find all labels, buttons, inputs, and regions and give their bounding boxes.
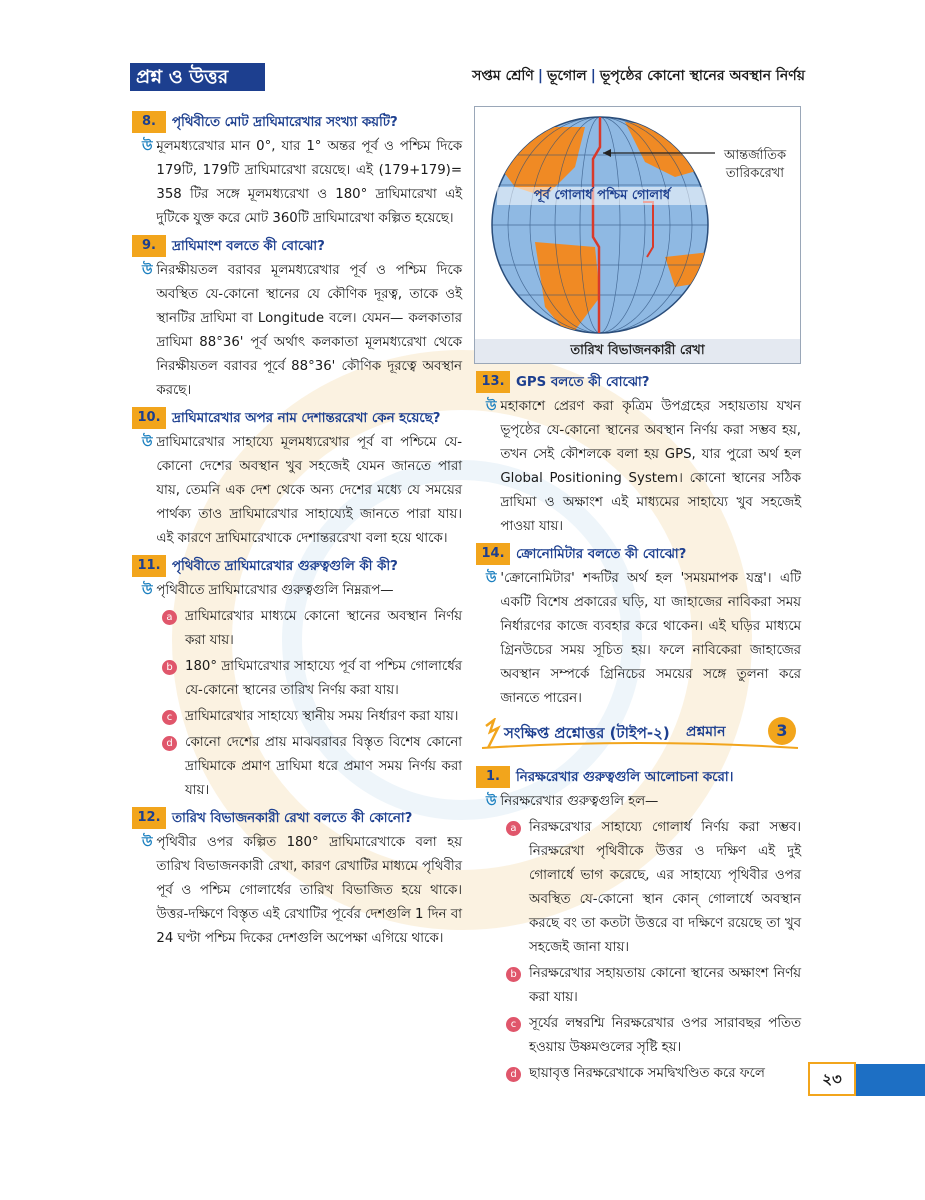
question-text: দ্রাঘিমাংশ বলতে কী বোঝো? xyxy=(172,239,325,254)
point-text: 180° দ্রাঘিমারেখার সাহায্যে পূর্ব বা পশ্চিম গোলার্ধের যে-কোনো স্থানের তারিখ নির্ণয় করা যায়। xyxy=(185,659,462,698)
right-column xyxy=(476,367,801,711)
qa-block xyxy=(132,807,462,951)
marks-label: প্রশ্নমান xyxy=(686,724,726,740)
question xyxy=(476,543,801,567)
running-header xyxy=(472,64,805,88)
answer-text: নিরক্ষীয়তল বরাবর মূলমধ্যরেখার পূর্ব ও পশ্চিম দিকে অবস্থিত যে-কোনো স্থানের যে কৌণিক দূরত্ব, তাকে ওই স্থানটির দ্রাঘিমা বা Longitude বলে। যেমন— কলকাতার দ্রাঘিমা 88°36' পূর্ব অর্থাৎ কলকাতা মূলমধ্যরেখা থেকে নিরক্ষীয়তল বরাবর পূর্বে 88°36' কৌণিক দূরত্বে অবস্থান করছে। xyxy=(156,263,462,398)
question xyxy=(132,555,462,579)
globe-illustration xyxy=(475,107,800,339)
answer-icon: উ xyxy=(486,794,497,809)
figure-caption: তারিখ বিভাজনকারী রেখা xyxy=(475,339,800,363)
question-number: 9. xyxy=(132,235,166,257)
section-badge: প্রশ্ন ও উত্তর xyxy=(130,63,265,91)
answer-icon: উ xyxy=(142,583,153,598)
question-number: 8. xyxy=(132,111,166,133)
qa-block xyxy=(132,555,462,803)
question-number: 12. xyxy=(132,807,166,829)
bullet-badge: d xyxy=(162,736,177,751)
section-content xyxy=(476,762,801,1086)
hemisphere-label: পূর্ব গোলার্ধ পশ্চিম গোলার্ধ xyxy=(497,187,707,205)
chapter-label: ভূপৃষ্ঠের কোনো স্থানের অবস্থান নির্ণয় xyxy=(599,68,805,84)
question xyxy=(132,807,462,831)
answer-icon: উ xyxy=(486,571,497,586)
question-text: দ্রাঘিমারেখার অপর নাম দেশান্তররেখা কেন হয়েছে? xyxy=(172,411,441,426)
section-title: সংক্ষিপ্ত প্রশ্নোত্তর (টাইপ-২) xyxy=(504,724,670,742)
list-item xyxy=(506,962,801,1010)
question-number: 10. xyxy=(132,407,166,429)
bullet-badge: d xyxy=(506,1067,521,1082)
answer xyxy=(132,431,462,551)
answer xyxy=(132,259,462,403)
question-number: 11. xyxy=(132,555,166,577)
list-item xyxy=(162,705,462,729)
question-number: 14. xyxy=(476,543,510,565)
globe-figure xyxy=(474,106,801,364)
answer-text: 'ক্রোনোমিটার' শব্দটির অর্থ হল 'সময়মাপক যন্ত্র'। এটি একটি বিশেষ প্রকারের ঘড়ি, যা জাহাজের নাবিকরা সময় নির্ধারণের কাজে ব্যবহার করে থাকেন। এই ঘড়ির মাধ্যমে গ্রিনউচের সময় সূচিত হয়। ফলে নাবিকেরা জাহাজের অবস্থান সম্পর্কে গ্রিনিচের সময়ের সঙ্গে তুলনা করে জানতে পারেন। xyxy=(500,571,801,706)
list-item xyxy=(162,605,462,653)
marks-badge: 3 xyxy=(768,717,796,745)
question-text: নিরক্ষরেখার গুরুত্বগুলি আলোচনা করো। xyxy=(516,770,734,785)
answer-icon: উ xyxy=(142,435,153,450)
pen-icon xyxy=(486,720,498,748)
answer-text: নিরক্ষরেখার গুরুত্বগুলি হল— xyxy=(500,794,659,809)
class-label: সপ্তম শ্রেণি xyxy=(472,68,534,84)
question xyxy=(132,235,462,259)
list-item xyxy=(162,731,462,803)
page-strip xyxy=(852,1064,925,1096)
answer xyxy=(476,790,801,814)
bullet-badge: b xyxy=(506,967,521,982)
question xyxy=(132,111,462,135)
answer-icon: উ xyxy=(486,399,497,414)
list-item xyxy=(506,816,801,960)
answer-text: পৃথিবীর ওপর কল্পিত 180° দ্রাঘিমারেখাকে বলা হয় তারিখ বিভাজনকারী রেখা, কারণ রেখাটির মাধ্যমে পৃথিবীর পূর্ব ও পশ্চিম গোলার্ধের তারিখ বিভাজিত হয়ে থাকে। উত্তর-দক্ষিণে বিস্তৃত এই রেখাটির পূর্বের দেশগুলি 1 দিন বা 24 ঘণ্টা পশ্চিম দিকের দেশগুলি অপেক্ষা এগিয়ে থাকে। xyxy=(156,835,462,946)
list-item xyxy=(506,1012,801,1060)
point-text: দ্রাঘিমারেখার সাহায্যে স্থানীয় সময় নির্ধারণ করা যায়। xyxy=(185,709,459,724)
answer xyxy=(132,579,462,603)
list-item xyxy=(506,1062,801,1086)
answer-icon: উ xyxy=(142,263,153,278)
answer-text: দ্রাঘিমারেখার সাহায্যে মূলমধ্যরেখার পূর্ব বা পশ্চিমে যে-কোনো দেশের অবস্থান খুব সহজেই যেমন জানতে পারা যায়, তেমনি এক দেশ থেকে অন্য দেশের মধ্যে যে সময়ের পার্থক্য তাও দ্রাঘিমারেখার সাহায্যেই জানতে পারা যায়। এই কারণে দ্রাঘিমারেখাকে দেশান্তররেখা বলা হয়ে থাকে। xyxy=(156,435,462,546)
left-column xyxy=(132,107,462,951)
qa-block xyxy=(132,111,462,231)
point-text: কোনো দেশের প্রায় মাঝবরাবর বিস্তৃত বিশেষ কোনো দ্রাঘিমাকে প্রমাণ দ্রাঘিমা ধরে প্রমাণ সময় নির্ণয় করা যায়। xyxy=(185,735,462,798)
list-item xyxy=(162,655,462,703)
point-text: ছায়াবৃত্ত নিরক্ষরেখাকে সমদ্বিখণ্ডিত করে ফলে xyxy=(529,1066,765,1081)
answer-icon: উ xyxy=(142,835,153,850)
subject-label: ভূগোল xyxy=(547,68,587,84)
question-text: GPS বলতে কী বোঝো? xyxy=(516,375,650,390)
question xyxy=(476,766,801,790)
idl-label: আন্তর্জাতিক তারিকরেখা xyxy=(723,148,787,181)
question-number: 13. xyxy=(476,371,510,393)
question-text: তারিখ বিভাজনকারী রেখা বলতে কী কোনো? xyxy=(172,811,413,826)
qa-block xyxy=(132,235,462,403)
point-text: নিরক্ষরেখার সাহায্যে গোলার্ধ নির্ণয় করা সম্ভব। নিরক্ষরেখা পৃথিবীকে উত্তর ও দক্ষিণ এই দুই গোলার্ধে ভাগ করেছে, এর সাহায্যে পৃথিবীর ওপর অবস্থিত যে-কোনো স্থান কোন্‌ গোলার্ধে অবস্থান করছে বং তা কতটা উত্তরে বা দক্ষিণে রয়েছে তা খুব সহজেই জানা যায়। xyxy=(529,820,801,955)
answer xyxy=(476,567,801,711)
point-text: সূর্যের লম্বরশ্মি নিরক্ষরেখার ওপর সারাবছর পতিত হওয়ায় উষ্ণমণ্ডলের সৃষ্টি হয়। xyxy=(529,1016,801,1055)
separator: | xyxy=(537,68,543,84)
answer xyxy=(476,395,801,539)
question-text: পৃথিবীতে দ্রাঘিমারেখার গুরুত্বগুলি কী কী? xyxy=(172,559,398,574)
separator: | xyxy=(590,68,596,84)
answer-text: মহাকাশে প্রেরণ করা কৃত্রিম উপগ্রহের সহায়তায় যখন ভূপৃষ্ঠের যে-কোনো স্থানের অবস্থান নির্ণয় করা সম্ভব হয়, তখন সেই কৌশলকে বলা হয় GPS, যার পুরো অর্থ হল Global Positioning System। কোনো স্থানের সঠিক দ্রাঘিমা ও অক্ষাংশ এই মাধ্যমের সাহায্যে খুব সহজেই পাওয়া যায়। xyxy=(500,399,801,534)
answer-text: পৃথিবীতে দ্রাঘিমারেখার গুরুত্বগুলি নিম্নরূপ— xyxy=(156,583,394,598)
question-number: 1. xyxy=(476,766,510,788)
page-number: ২৩ xyxy=(808,1062,856,1096)
answer-icon: উ xyxy=(142,139,153,154)
bullet-badge: a xyxy=(506,821,521,836)
answer xyxy=(132,831,462,951)
qa-block xyxy=(132,407,462,551)
qa-block xyxy=(476,543,801,711)
point-text: দ্রাঘিমারেখার মাধ্যমে কোনো স্থানের অবস্থান নির্ণয় করা যায়। xyxy=(185,609,462,648)
bullet-badge: c xyxy=(162,710,177,725)
answer-text: মূলমধ্যরেখার মান 0°, যার 1° অন্তর পূর্ব ও পশ্চিম দিকে 179টি, 179টি দ্রাঘিমারেখা রয়েছে। এই (179+179)= 358 টির সঙ্গে মূলমধ্যরেখা ও 180° দ্রাঘিমারেখা এই দুটিকে যুক্ত করে মোট 360টি দ্রাঘিমারেখা কল্পিত হয়েছে। xyxy=(156,139,462,226)
answer xyxy=(132,135,462,231)
point-text: নিরক্ষরেখার সহায়তায় কোনো স্থানের অক্ষাংশ নির্ণয় করা যায়। xyxy=(529,966,801,1005)
question xyxy=(476,371,801,395)
bullet-badge: b xyxy=(162,660,177,675)
question-text: ক্রোনোমিটার বলতে কী বোঝো? xyxy=(516,547,687,562)
bullet-badge: a xyxy=(162,610,177,625)
qa-block xyxy=(476,371,801,539)
qa-block xyxy=(476,766,801,1086)
question xyxy=(132,407,462,431)
question-text: পৃথিবীতে মোট দ্রাঘিমারেখার সংখ্যা কয়টি? xyxy=(172,115,398,130)
bullet-badge: c xyxy=(506,1017,521,1032)
